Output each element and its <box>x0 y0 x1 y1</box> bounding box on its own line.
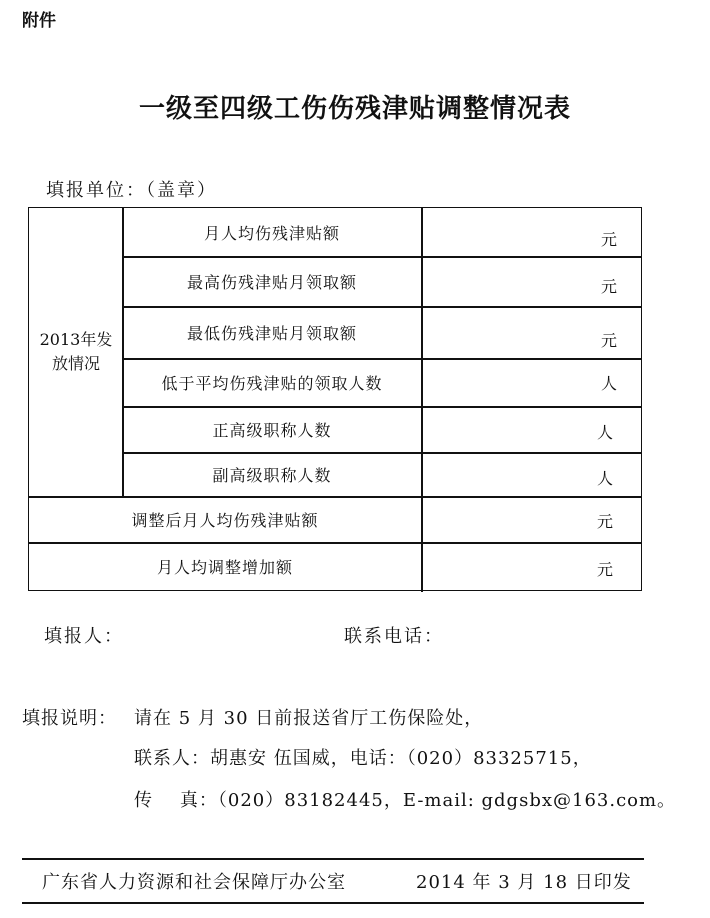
reporting-unit-label: 填报单位：（盖章） <box>46 180 217 201</box>
notes-line: 传 真：（020）83182445，E-mail: gdgsbx@163.com。 <box>134 790 677 811</box>
row-label-senior-title-count: 正高级职称人数 <box>212 421 332 440</box>
footer-rule <box>22 858 644 860</box>
issue-date: 2014 年 3 月 18 日印发 <box>416 872 632 893</box>
group-label-line: 放情况 <box>51 354 100 373</box>
row-label-adjusted-avg: 调整后月人均伤残津贴额 <box>131 511 319 530</box>
footer-rule <box>22 902 644 904</box>
table-divider <box>421 208 423 592</box>
row-unit: 元 <box>596 560 613 579</box>
row-unit: 元 <box>600 277 617 296</box>
row-unit: 元 <box>596 512 613 531</box>
notes-label: 填报说明： <box>22 708 117 729</box>
issuer-label: 广东省人力资源和社会保障厅办公室 <box>42 872 346 893</box>
row-unit: 人 <box>596 423 613 442</box>
group-label-2013 <box>29 208 123 496</box>
page-title: 一级至四级工伤伤残津贴调整情况表 <box>138 94 571 124</box>
notes-line: 联系人：胡惠安 伍国威，电话：（020）83325715， <box>134 748 592 769</box>
row-label-associate-title-count: 副高级职称人数 <box>212 466 332 485</box>
filler-label: 填报人： <box>44 626 124 647</box>
row-unit: 元 <box>600 229 617 249</box>
row-label-min-allowance: 最低伤残津贴月领取额 <box>186 324 357 343</box>
row-label-below-avg-count: 低于平均伤残津贴的领取人数 <box>161 374 383 393</box>
row-label-avg-allowance: 月人均伤残津贴额 <box>203 223 340 243</box>
row-unit: 人 <box>596 469 613 488</box>
phone-label: 联系电话： <box>344 626 444 647</box>
notes-line: 请在 5 月 30 日前报送省厅工伤保险处， <box>134 708 484 729</box>
adjustment-table <box>28 207 642 591</box>
row-label-avg-increase: 月人均调整增加额 <box>156 558 293 577</box>
group-label-line: 2013年发 <box>39 330 113 349</box>
attachment-label: 附件 <box>22 11 56 31</box>
row-label-max-allowance: 最高伤残津贴月领取额 <box>186 273 357 292</box>
row-unit: 元 <box>600 331 617 350</box>
row-unit: 人 <box>600 374 617 393</box>
